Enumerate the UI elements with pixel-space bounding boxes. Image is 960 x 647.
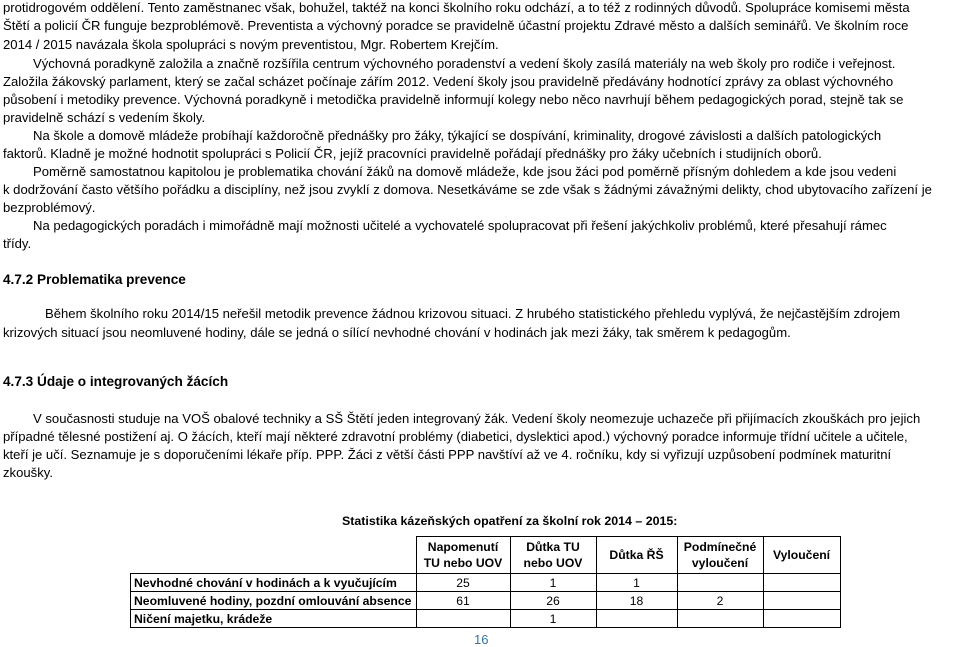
table-cell: 61 xyxy=(416,592,510,610)
text-line: Poměrně samostatnou kapitolou je problematika chování žáků na domově mládeže, kde jsou žáci pod poměrně přísným dohledem a kde jsou vedeni xyxy=(33,164,897,179)
text-line: působení i metodiky prevence. Výchovná poradkyně i metodička pravidelně informují kolegy nebo něco navrhují během pedagogických porad, stejně tak se xyxy=(3,92,904,107)
text-line: protidrogovém oddělení. Tento zaměstnanec však, bohužel, taktéž na konci školního roku odchází, a to též z rodinných důvodů. Spolupráce komisemi města xyxy=(3,0,910,15)
text-line: Během školního roku 2014/15 neřešil metodik prevence žádnou krizovou situaci. Z hrubého statistického přehledu vyplývá, že nejčastějším zdrojem xyxy=(45,306,901,321)
table-cell xyxy=(416,610,510,628)
column-header: Podmínečné vyloučení xyxy=(677,537,763,574)
text-line: 2014 / 2015 navázala škola spolupráci s novým preventistou, Mgr. Robertem Krejčím. xyxy=(3,37,499,52)
text-line: Na pedagogických poradách i mimořádně mají možnosti učitelé a vychovatelé spolupracovat při řešení jakýchkoliv problémů, které přesahují rámec xyxy=(33,218,887,233)
text-line: Štětí a policií ČR funguje bezproblémově. Preventista a výchovný poradce se pravidelně účastní projektu Zdravé město a dalších seminářů. Ve školním roce xyxy=(3,18,909,33)
row-label: Ničení majetku, krádeže xyxy=(131,610,417,628)
text-line: Na škole a domově mládeže probíhají každoročně přednášky pro žáky, týkající se dospívání, kriminality, drogové závislosti a dalších patologických xyxy=(33,128,882,143)
table-header-row xyxy=(131,537,841,574)
column-header: Důtka TU nebo UOV xyxy=(510,537,596,574)
table-row xyxy=(131,610,841,628)
table-row xyxy=(131,574,841,592)
table-row xyxy=(131,592,841,610)
text-line: zkoušky. xyxy=(3,465,53,480)
table-cell xyxy=(596,610,677,628)
table-cell xyxy=(677,610,763,628)
page-number: 16 xyxy=(474,632,489,647)
table-cell xyxy=(763,574,840,592)
discipline-stats-table xyxy=(130,536,841,628)
text-line: k dodržování často většího pořádku a disciplíny, než jsou zvyklí z domova. Nesetkáváme se zde však s žádnými závažnými delikty, chod ubytovacího zařízení je xyxy=(3,182,932,197)
section-heading-integrovani: 4.7.3 Údaje o integrovaných žácích xyxy=(3,374,229,389)
text-line: pravidelně schází s vedením školy. xyxy=(3,110,206,125)
row-label: Nevhodné chování v hodinách a k vyučujícím xyxy=(131,574,417,592)
column-header: Vyloučení xyxy=(763,537,840,574)
table-cell: 26 xyxy=(510,592,596,610)
text-line: faktorů. Kladně je možné hodnotit spolupráci s Policií ČR, jejíž pracovníci pravidelně pořádají přednášky pro žáky učebních i studijních oborů. xyxy=(3,146,822,161)
table-cell xyxy=(763,592,840,610)
text-line: případné tělesné postižení aj. O žácích, kteří mají některé zdravotní problémy (diabetici, dyslektici apod.) výchovný poradce informuje třídní učitele a učitele, xyxy=(3,429,908,444)
table-caption: Statistika kázeňských opatření za školní rok 2014 – 2015: xyxy=(342,514,678,528)
text-line: bezproblémový. xyxy=(3,200,96,215)
column-header: Napomenutí TU nebo UOV xyxy=(416,537,510,574)
table-cell: 1 xyxy=(596,574,677,592)
section-heading-prevence: 4.7.2 Problematika prevence xyxy=(3,272,186,287)
table-cell xyxy=(763,610,840,628)
text-line: kteří je učí. Seznamuje je s doporučeními lékaře příp. PPP. Žáci z větší části PPP navštíví až ve 4. ročníku, kdy si vyřizují uzpůsobení podmínek maturitní xyxy=(3,447,892,462)
table-cell: 1 xyxy=(510,574,596,592)
table-cell: 18 xyxy=(596,592,677,610)
table-cell: 25 xyxy=(416,574,510,592)
text-line: krizových situací jsou neomluvené hodiny, dále se jedná o sílící nevhodné chování v hodinách jak mezi žáky, tak směrem k pedagogům. xyxy=(3,325,791,340)
row-label: Neomluvené hodiny, pozdní omlouvání absence xyxy=(131,592,417,610)
text-line: Výchovná poradkyně založila a značně rozšířila centrum výchovného poradenství a vedení školy zasílá materiály na web školy pro rodiče i veřejnost. xyxy=(33,56,896,71)
table-cell: 1 xyxy=(510,610,596,628)
column-header: Důtka ŘŠ xyxy=(596,537,677,574)
table-cell: 2 xyxy=(677,592,763,610)
table-cell xyxy=(677,574,763,592)
text-line: Založila žákovský parlament, který se začal scházet počínaje zářím 2012. Vedení školy jsou pravidelně předávány hodnotící zprávy za oblast výchovného xyxy=(3,74,894,89)
text-line: V současnosti studuje na VOŠ obalové techniky a SŠ Štětí jeden integrovaný žák. Vedení školy neomezuje uchazeče při přijímacích zkouškách pro jejich xyxy=(33,411,921,426)
table-corner-cell xyxy=(131,537,417,574)
text-line: třídy. xyxy=(3,236,32,251)
